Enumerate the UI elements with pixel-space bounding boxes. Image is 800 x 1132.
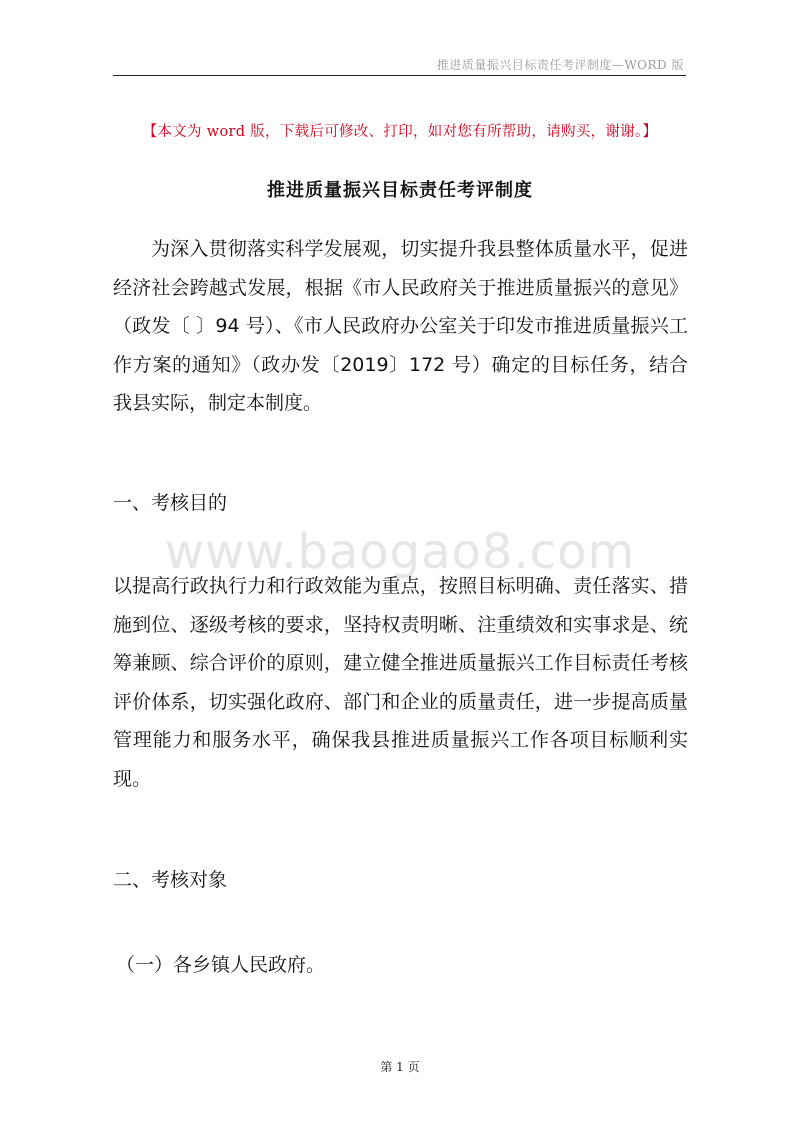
download-notice: 【本文为 word 版，下载后可修改、打印，如对您有所帮助，请购买，谢谢。】 [142, 124, 658, 140]
section-heading-targets: 二、考核对象 [113, 869, 228, 891]
watermark: www.baogao8.com [164, 524, 636, 580]
intro-paragraph: 为深入贯彻落实科学发展观，切实提升我县整体质量水平，促进经济社会跨越式发展，根据《市人民政府关于推进质量振兴的意见》（政发〔 〕94 号）、《市人民政府办公室关于印发市推进质量振兴工作方案的通知》（政办发〔2019〕172 号）确定的目标任务，结合我县实际，制定本制度。 [113, 238, 688, 414]
target-item-1: （一）各乡镇人民政府。 [116, 954, 326, 976]
page-number: 第 1 页 [380, 1060, 420, 1074]
running-header: 推进质量振兴目标责任考评制度—WORD 版 [436, 58, 684, 72]
header-divider [113, 75, 686, 76]
document-title: 推进质量振兴目标责任考评制度 [267, 180, 533, 201]
section-heading-purpose: 一、考核目的 [113, 492, 228, 514]
purpose-paragraph: 以提高行政执行力和行政效能为重点，按照目标明确、责任落实、措施到位、逐级考核的要求，坚持权责明晰、注重绩效和实事求是、统筹兼顾、综合评价的原则，建立健全推进质量振兴工作目标责任考核评价体系，切实强化政府、部门和企业的质量责任，进一步提高质量管理能力和服务水平，确保我县推进质量振兴工作各项目标顺利实现。 [113, 575, 688, 790]
